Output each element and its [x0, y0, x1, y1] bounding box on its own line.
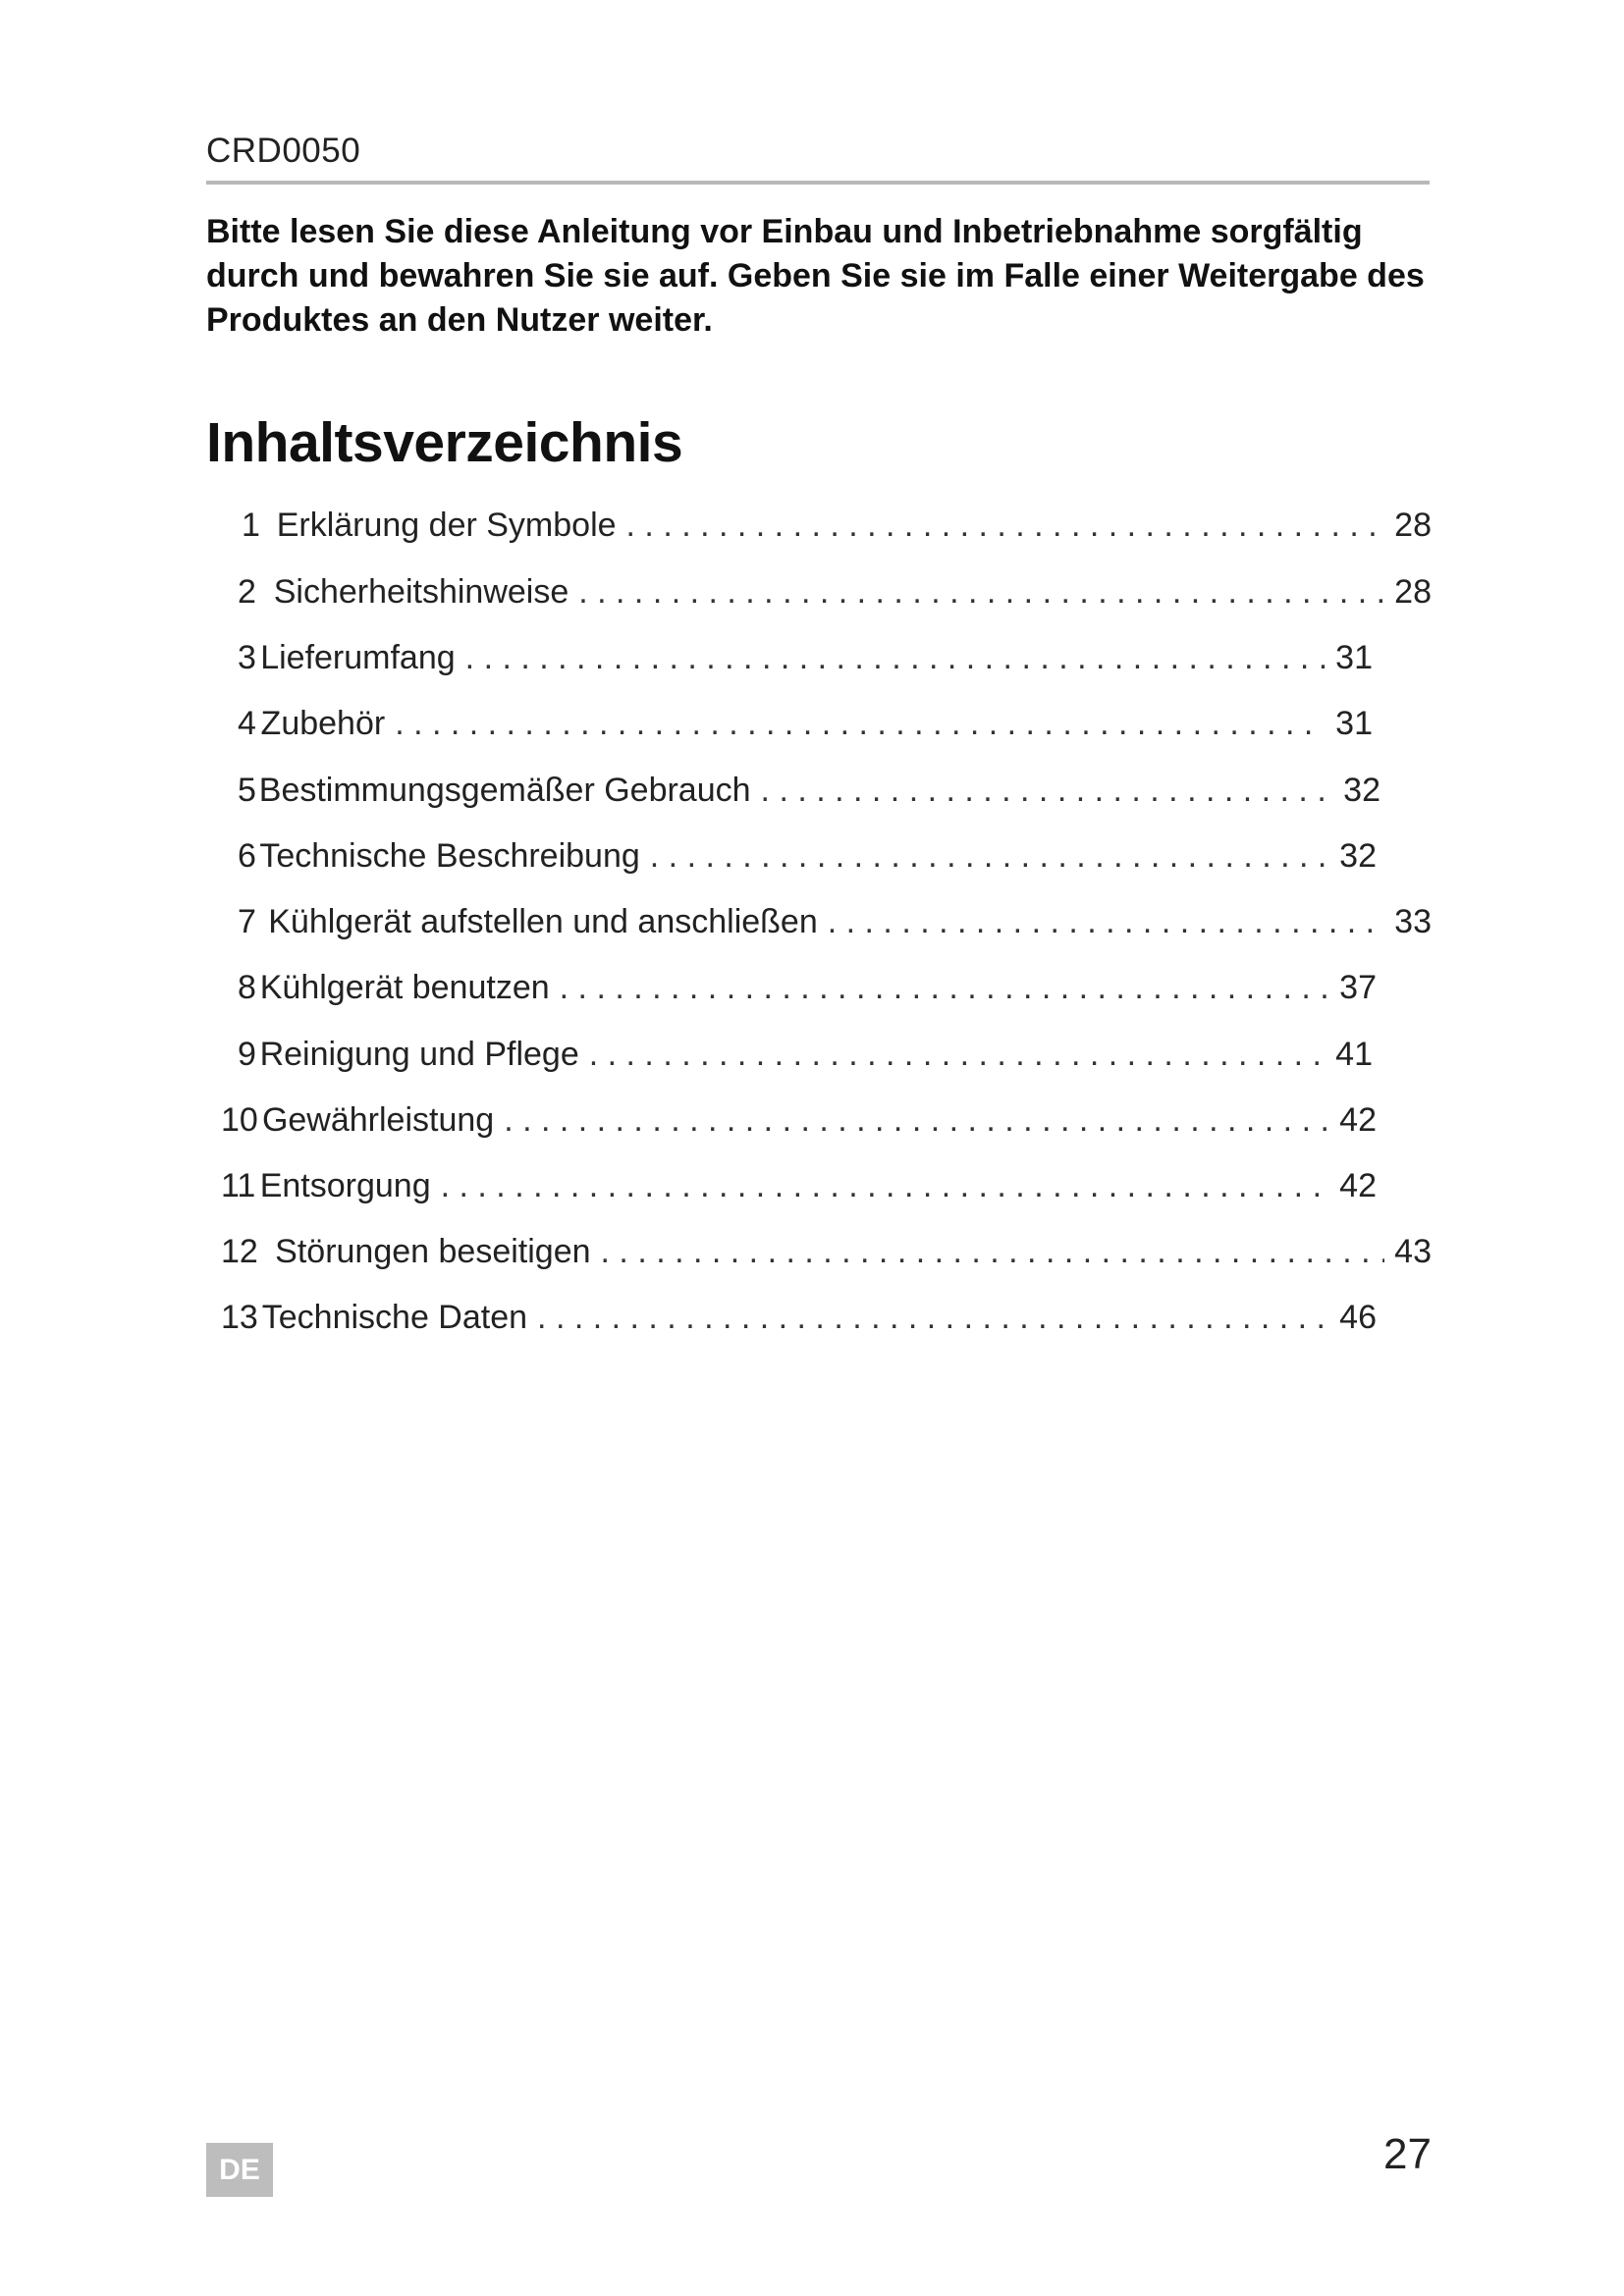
- toc-entry[interactable]: [238, 969, 1377, 1016]
- toc-entry-label: Entsorgung: [259, 1167, 431, 1204]
- toc-leader-dots: [441, 1167, 1330, 1205]
- page-number: 27: [1383, 2130, 1432, 2178]
- toc-entry[interactable]: [238, 639, 1373, 686]
- toc-title: Inhaltsverzeichnis: [206, 411, 683, 474]
- toc-leader-dots: [504, 1101, 1329, 1140]
- toc-entry[interactable]: [238, 837, 1377, 884]
- toc-leader-dots: [560, 969, 1330, 1007]
- toc-entry-number: 4: [238, 705, 256, 742]
- toc-entry[interactable]: [242, 507, 1432, 554]
- toc-entry[interactable]: [221, 1299, 1377, 1346]
- toc-entry-page: 31: [1335, 639, 1373, 676]
- toc-entry-label: Kühlgerät aufstellen und anschließen: [268, 903, 818, 940]
- intro-notice: Bitte lesen Sie diese Anleitung vor Einbau und Inbetriebnahme sorgfältig durch und bewahren Sie sie auf. Geben Sie sie im Falle einer Weitergabe des Produktes an den Nutzer weiter.: [206, 213, 1425, 339]
- toc-entry-page: 42: [1339, 1101, 1377, 1139]
- toc-leader-dots: [761, 772, 1334, 810]
- toc-entry-number: 12: [221, 1233, 258, 1270]
- toc-leader-dots: [465, 639, 1326, 677]
- toc-entry-page: 42: [1339, 1167, 1377, 1204]
- toc-entry-number: 13: [221, 1299, 258, 1336]
- toc-entry[interactable]: [238, 1036, 1373, 1083]
- toc-entry-label: Störungen beseitigen: [275, 1233, 591, 1270]
- toc-entry-label: Bestimmungsgemäßer Gebrauch: [258, 772, 751, 809]
- toc-leader-dots: [589, 1036, 1326, 1074]
- toc-entry-label: Technische Beschreibung: [259, 837, 640, 875]
- toc-entry-label: Sicherheitshinweise: [273, 573, 569, 611]
- toc-entry-number: 5: [238, 772, 256, 809]
- toc-entry[interactable]: [221, 1167, 1377, 1214]
- toc-leader-dots: [601, 1233, 1385, 1271]
- toc-entry-number: 11: [221, 1167, 256, 1204]
- toc-entry[interactable]: [238, 573, 1432, 620]
- toc-entry-page: 43: [1394, 1233, 1432, 1270]
- toc-leader-dots: [626, 507, 1385, 545]
- toc-leader-dots: [537, 1299, 1329, 1337]
- toc-entry-label: Lieferumfang: [260, 639, 456, 676]
- toc-entry-label: Kühlgerät benutzen: [259, 969, 550, 1006]
- toc-entry-page: 31: [1335, 705, 1373, 742]
- toc-leader-dots: [578, 573, 1384, 612]
- toc-leader-dots: [828, 903, 1384, 941]
- toc-entry-number: 9: [238, 1036, 256, 1073]
- toc-leader-dots: [650, 837, 1329, 876]
- language-badge: DE: [206, 2143, 273, 2197]
- toc-entry-number: 6: [238, 837, 256, 875]
- toc-entry-page: 46: [1339, 1299, 1377, 1336]
- toc-entry-page: 41: [1335, 1036, 1373, 1073]
- header-divider: [206, 181, 1430, 185]
- toc-entry-page: 32: [1339, 837, 1377, 875]
- toc-entry-number: 7: [238, 903, 256, 940]
- toc-entry-label: Erklärung der Symbole: [276, 507, 617, 544]
- toc-entry-page: 33: [1394, 903, 1432, 940]
- toc-entry[interactable]: [238, 903, 1432, 950]
- toc-entry[interactable]: [221, 1101, 1377, 1148]
- toc-entry-page: 28: [1394, 573, 1432, 611]
- toc-entry-number: 8: [238, 969, 256, 1006]
- toc-entry-label: Technische Daten: [261, 1299, 528, 1336]
- toc-entry-number: 2: [238, 573, 256, 611]
- toc-entry-page: 37: [1339, 969, 1377, 1006]
- toc-entry-number: 1: [242, 507, 260, 544]
- toc-entry-number: 3: [238, 639, 256, 676]
- toc-entry-label: Gewährleistung: [261, 1101, 495, 1139]
- toc-entry-label: Reinigung und Pflege: [259, 1036, 579, 1073]
- toc-entry-label: Zubehör: [260, 705, 386, 742]
- toc-entry-number: 10: [221, 1101, 258, 1139]
- toc-leader-dots: [395, 705, 1326, 743]
- toc-entry-page: 32: [1343, 772, 1380, 809]
- toc-entry[interactable]: [238, 705, 1373, 752]
- toc-entry-page: 28: [1394, 507, 1432, 544]
- document-code: CRD0050: [206, 132, 361, 170]
- toc-entry[interactable]: [221, 1233, 1432, 1280]
- toc-entry[interactable]: [238, 772, 1380, 819]
